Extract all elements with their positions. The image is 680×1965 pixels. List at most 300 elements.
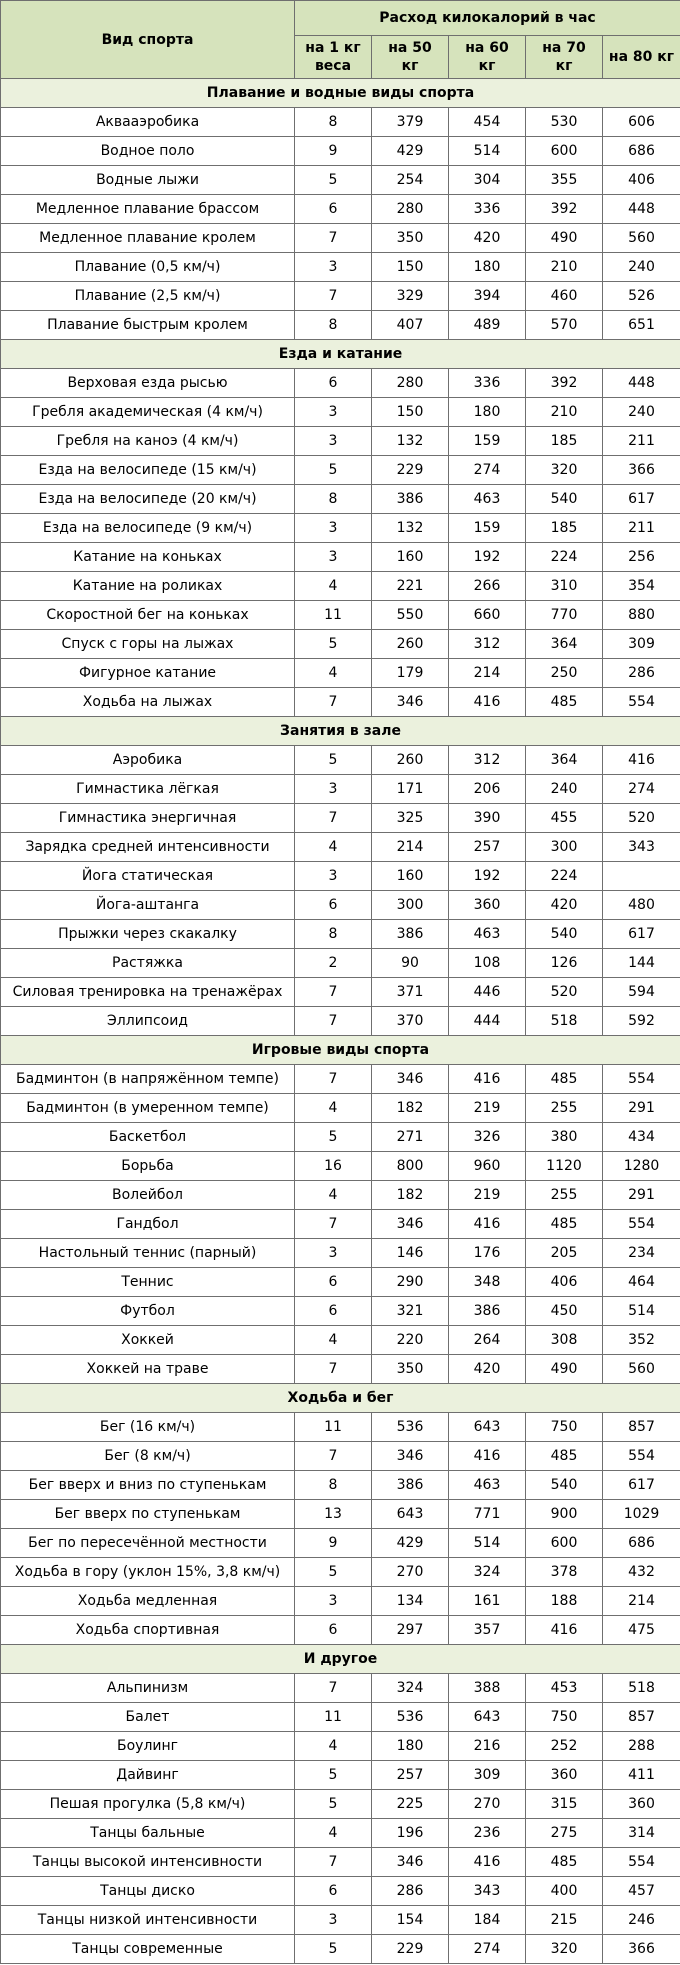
kcal-cell: 346 <box>372 1442 449 1471</box>
table-row <box>1 282 680 311</box>
header-col-70kg: на 70 кг <box>526 36 603 79</box>
kcal-cell: 463 <box>449 485 526 514</box>
table-row <box>1 369 680 398</box>
kcal-cell: 686 <box>603 137 680 166</box>
kcal-cell: 184 <box>449 1906 526 1935</box>
kcal-cell: 160 <box>372 543 449 572</box>
kcal-cell: 225 <box>372 1790 449 1819</box>
kcal-cell: 429 <box>372 1529 449 1558</box>
sport-name-cell: Бег вверх по ступенькам <box>1 1500 295 1529</box>
sport-name-cell: Пешая прогулка (5,8 км/ч) <box>1 1790 295 1819</box>
kcal-cell: 229 <box>372 456 449 485</box>
section-header <box>1 79 680 108</box>
table-header <box>1 1 680 79</box>
table-row <box>1 514 680 543</box>
kcal-cell: 350 <box>372 224 449 253</box>
kcal-cell: 444 <box>449 1007 526 1036</box>
kcal-cell: 394 <box>449 282 526 311</box>
kcal-cell: 180 <box>449 398 526 427</box>
kcal-cell: 8 <box>295 1471 372 1500</box>
kcal-cell: 411 <box>603 1761 680 1790</box>
kcal-cell: 180 <box>372 1732 449 1761</box>
kcal-cell: 7 <box>295 1210 372 1239</box>
kcal-cell: 325 <box>372 804 449 833</box>
kcal-cell: 312 <box>449 630 526 659</box>
kcal-cell: 518 <box>526 1007 603 1036</box>
sport-name-cell: Силовая тренировка на тренажёрах <box>1 978 295 1007</box>
kcal-cell: 554 <box>603 1848 680 1877</box>
kcal-cell: 304 <box>449 166 526 195</box>
kcal-cell: 234 <box>603 1239 680 1268</box>
kcal-cell: 475 <box>603 1616 680 1645</box>
kcal-cell: 7 <box>295 978 372 1007</box>
sport-name-cell: Гандбол <box>1 1210 295 1239</box>
sport-name-cell: Медленное плавание кролем <box>1 224 295 253</box>
kcal-cell: 336 <box>449 195 526 224</box>
table-row <box>1 456 680 485</box>
kcal-cell: 600 <box>526 137 603 166</box>
table-row <box>1 427 680 456</box>
kcal-cell: 514 <box>603 1297 680 1326</box>
kcal-cell: 770 <box>526 601 603 630</box>
kcal-cell: 7 <box>295 1065 372 1094</box>
sport-name-cell: Хоккей <box>1 1326 295 1355</box>
table-row <box>1 659 680 688</box>
kcal-cell: 326 <box>449 1123 526 1152</box>
kcal-cell: 360 <box>449 891 526 920</box>
kcal-cell: 215 <box>526 1906 603 1935</box>
kcal-cell: 416 <box>449 1210 526 1239</box>
kcal-cell: 4 <box>295 1326 372 1355</box>
header-col-80kg: на 80 кг <box>603 36 680 79</box>
kcal-cell: 3 <box>295 775 372 804</box>
table-row <box>1 1326 680 1355</box>
sport-name-cell: Балет <box>1 1703 295 1732</box>
kcal-cell: 7 <box>295 1355 372 1384</box>
table-row <box>1 1819 680 1848</box>
kcal-cell: 406 <box>526 1268 603 1297</box>
kcal-cell: 448 <box>603 369 680 398</box>
table-row <box>1 804 680 833</box>
table-row <box>1 137 680 166</box>
kcal-cell: 617 <box>603 485 680 514</box>
kcal-cell: 214 <box>449 659 526 688</box>
kcal-cell: 205 <box>526 1239 603 1268</box>
kcal-cell: 560 <box>603 224 680 253</box>
table-row <box>1 1558 680 1587</box>
kcal-cell: 9 <box>295 137 372 166</box>
kcal-cell: 108 <box>449 949 526 978</box>
kcal-cell: 406 <box>603 166 680 195</box>
sport-name-cell: Ходьба в гору (уклон 15%, 3,8 км/ч) <box>1 1558 295 1587</box>
kcal-cell: 416 <box>449 1065 526 1094</box>
kcal-cell: 308 <box>526 1326 603 1355</box>
kcal-cell: 220 <box>372 1326 449 1355</box>
kcal-cell: 429 <box>372 137 449 166</box>
kcal-cell: 288 <box>603 1732 680 1761</box>
table-row <box>1 1529 680 1558</box>
kcal-cell: 420 <box>449 1355 526 1384</box>
kcal-cell: 5 <box>295 1790 372 1819</box>
sport-name-cell: Бег вверх и вниз по ступенькам <box>1 1471 295 1500</box>
kcal-cell: 857 <box>603 1413 680 1442</box>
kcal-cell: 364 <box>526 630 603 659</box>
table-row <box>1 1732 680 1761</box>
section-title: И другое <box>1 1645 680 1674</box>
kcal-cell: 171 <box>372 775 449 804</box>
kcal-cell: 192 <box>449 543 526 572</box>
kcal-cell: 407 <box>372 311 449 340</box>
kcal-cell: 570 <box>526 311 603 340</box>
kcal-cell: 4 <box>295 1819 372 1848</box>
table-row <box>1 601 680 630</box>
kcal-cell: 554 <box>603 688 680 717</box>
table-row <box>1 1210 680 1239</box>
kcal-cell: 8 <box>295 108 372 137</box>
kcal-cell: 280 <box>372 369 449 398</box>
sport-name-cell: Бадминтон (в умеренном темпе) <box>1 1094 295 1123</box>
table-row <box>1 311 680 340</box>
sport-name-cell: Бег (16 км/ч) <box>1 1413 295 1442</box>
sport-name-cell: Скоростной бег на коньках <box>1 601 295 630</box>
kcal-cell: 274 <box>449 1935 526 1964</box>
section-header <box>1 1645 680 1674</box>
kcal-cell: 540 <box>526 485 603 514</box>
kcal-cell: 6 <box>295 1616 372 1645</box>
kcal-cell: 606 <box>603 108 680 137</box>
kcal-cell: 490 <box>526 224 603 253</box>
kcal-cell: 485 <box>526 1065 603 1094</box>
kcal-cell: 1029 <box>603 1500 680 1529</box>
kcal-cell: 448 <box>603 195 680 224</box>
table-row <box>1 1123 680 1152</box>
kcal-cell: 364 <box>526 746 603 775</box>
header-sport: Вид спорта <box>1 1 295 79</box>
sport-name-cell: Плавание (0,5 км/ч) <box>1 253 295 282</box>
kcal-cell: 416 <box>449 1442 526 1471</box>
kcal-cell: 297 <box>372 1616 449 1645</box>
header-col-60kg: на 60 кг <box>449 36 526 79</box>
sport-name-cell: Бег по пересечённой местности <box>1 1529 295 1558</box>
sport-name-cell: Водное поло <box>1 137 295 166</box>
table-row <box>1 688 680 717</box>
kcal-cell: 434 <box>603 1123 680 1152</box>
kcal-cell: 236 <box>449 1819 526 1848</box>
table-row <box>1 630 680 659</box>
sport-name-cell: Зарядка средней интенсивности <box>1 833 295 862</box>
kcal-cell: 7 <box>295 1848 372 1877</box>
kcal-cell: 4 <box>295 1181 372 1210</box>
kcal-cell: 176 <box>449 1239 526 1268</box>
table-row <box>1 398 680 427</box>
kcal-cell: 154 <box>372 1906 449 1935</box>
sport-name-cell: Йога статическая <box>1 862 295 891</box>
sport-name-cell: Гимнастика лёгкая <box>1 775 295 804</box>
kcal-cell: 750 <box>526 1413 603 1442</box>
kcal-cell: 514 <box>449 1529 526 1558</box>
sport-name-cell: Медленное плавание брассом <box>1 195 295 224</box>
kcal-cell: 219 <box>449 1181 526 1210</box>
sport-name-cell: Хоккей на траве <box>1 1355 295 1384</box>
kcal-cell: 182 <box>372 1094 449 1123</box>
kcal-cell: 150 <box>372 398 449 427</box>
kcal-cell: 90 <box>372 949 449 978</box>
kcal-cell: 6 <box>295 369 372 398</box>
kcal-cell: 960 <box>449 1152 526 1181</box>
kcal-cell: 771 <box>449 1500 526 1529</box>
kcal-cell: 6 <box>295 891 372 920</box>
kcal-cell: 252 <box>526 1732 603 1761</box>
kcal-cell: 134 <box>372 1587 449 1616</box>
kcal-cell: 416 <box>526 1616 603 1645</box>
kcal-cell: 192 <box>449 862 526 891</box>
table-row <box>1 1848 680 1877</box>
kcal-cell: 463 <box>449 920 526 949</box>
table-row <box>1 1355 680 1384</box>
kcal-cell: 348 <box>449 1268 526 1297</box>
kcal-cell: 390 <box>449 804 526 833</box>
sport-name-cell: Езда на велосипеде (15 км/ч) <box>1 456 295 485</box>
kcal-cell: 540 <box>526 920 603 949</box>
kcal-cell: 250 <box>526 659 603 688</box>
kcal-cell: 600 <box>526 1529 603 1558</box>
kcal-cell: 210 <box>526 398 603 427</box>
kcal-cell: 196 <box>372 1819 449 1848</box>
kcal-cell: 857 <box>603 1703 680 1732</box>
kcal-cell: 360 <box>603 1790 680 1819</box>
table-row <box>1 166 680 195</box>
sport-name-cell: Гимнастика энергичная <box>1 804 295 833</box>
kcal-cell: 371 <box>372 978 449 1007</box>
kcal-cell: 518 <box>603 1674 680 1703</box>
kcal-cell: 416 <box>449 1848 526 1877</box>
kcal-cell: 144 <box>603 949 680 978</box>
kcal-cell: 159 <box>449 427 526 456</box>
kcal-cell: 324 <box>372 1674 449 1703</box>
kcal-cell: 4 <box>295 833 372 862</box>
kcal-cell: 354 <box>603 572 680 601</box>
kcal-cell: 480 <box>603 891 680 920</box>
table-row <box>1 485 680 514</box>
kcal-cell: 660 <box>449 601 526 630</box>
kcal-cell: 314 <box>603 1819 680 1848</box>
kcal-cell: 274 <box>603 775 680 804</box>
kcal-cell: 312 <box>449 746 526 775</box>
kcal-cell: 324 <box>449 1558 526 1587</box>
section-title: Плавание и водные виды спорта <box>1 79 680 108</box>
table-row <box>1 949 680 978</box>
kcal-cell: 291 <box>603 1181 680 1210</box>
kcal-cell: 321 <box>372 1297 449 1326</box>
kcal-cell: 420 <box>449 224 526 253</box>
kcal-cell: 310 <box>526 572 603 601</box>
table-row <box>1 833 680 862</box>
table-row <box>1 543 680 572</box>
kcal-cell: 5 <box>295 1558 372 1587</box>
kcal-cell: 274 <box>449 456 526 485</box>
kcal-cell: 161 <box>449 1587 526 1616</box>
kcal-cell: 320 <box>526 456 603 485</box>
kcal-cell: 5 <box>295 1761 372 1790</box>
kcal-cell: 185 <box>526 514 603 543</box>
table-row <box>1 1268 680 1297</box>
sport-name-cell: Аквааэробика <box>1 108 295 137</box>
kcal-cell: 309 <box>449 1761 526 1790</box>
kcal-cell: 489 <box>449 311 526 340</box>
sport-name-cell: Настольный теннис (парный) <box>1 1239 295 1268</box>
sport-name-cell: Езда на велосипеде (20 км/ч) <box>1 485 295 514</box>
kcal-cell: 350 <box>372 1355 449 1384</box>
kcal-cell: 416 <box>449 688 526 717</box>
kcal-cell: 214 <box>372 833 449 862</box>
kcal-cell: 514 <box>449 137 526 166</box>
sport-name-cell: Катание на коньках <box>1 543 295 572</box>
kcal-cell: 7 <box>295 1674 372 1703</box>
kcal-cell: 357 <box>449 1616 526 1645</box>
kcal-cell: 221 <box>372 572 449 601</box>
kcal-cell: 257 <box>372 1761 449 1790</box>
kcal-cell: 260 <box>372 630 449 659</box>
kcal-cell: 255 <box>526 1181 603 1210</box>
kcal-cell: 346 <box>372 1848 449 1877</box>
kcal-cell: 300 <box>372 891 449 920</box>
kcal-cell: 257 <box>449 833 526 862</box>
kcal-cell: 3 <box>295 253 372 282</box>
kcal-cell: 5 <box>295 456 372 485</box>
sport-name-cell: Эллипсоид <box>1 1007 295 1036</box>
header-group: Расход килокалорий в час <box>295 1 680 36</box>
table-row <box>1 1877 680 1906</box>
sport-name-cell: Гребля на каноэ (4 км/ч) <box>1 427 295 456</box>
sport-name-cell: Танцы низкой интенсивности <box>1 1906 295 1935</box>
kcal-cell: 5 <box>295 1123 372 1152</box>
kcal-cell: 485 <box>526 1442 603 1471</box>
table-row <box>1 1500 680 1529</box>
kcal-cell: 132 <box>372 427 449 456</box>
kcal-cell: 206 <box>449 775 526 804</box>
kcal-cell: 457 <box>603 1877 680 1906</box>
kcal-cell: 13 <box>295 1500 372 1529</box>
table-row <box>1 108 680 137</box>
kcal-cell: 3 <box>295 427 372 456</box>
kcal-cell: 366 <box>603 456 680 485</box>
kcal-cell: 11 <box>295 1413 372 1442</box>
header-col-1kg: на 1 кг веса <box>295 36 372 79</box>
table-row <box>1 1239 680 1268</box>
sport-name-cell: Растяжка <box>1 949 295 978</box>
kcal-cell: 146 <box>372 1239 449 1268</box>
kcal-cell: 4 <box>295 572 372 601</box>
kcal-cell: 5 <box>295 746 372 775</box>
kcal-cell: 3 <box>295 1587 372 1616</box>
section-title: Ходьба и бег <box>1 1384 680 1413</box>
kcal-cell: 159 <box>449 514 526 543</box>
kcal-cell: 185 <box>526 427 603 456</box>
section-header <box>1 340 680 369</box>
kcal-cell: 3 <box>295 862 372 891</box>
kcal-cell: 3 <box>295 1906 372 1935</box>
kcal-cell: 9 <box>295 1529 372 1558</box>
table-row <box>1 1703 680 1732</box>
kcal-cell: 536 <box>372 1703 449 1732</box>
table-row <box>1 1587 680 1616</box>
kcal-cell: 520 <box>603 804 680 833</box>
kcal-cell: 6 <box>295 1877 372 1906</box>
table-row <box>1 1674 680 1703</box>
kcal-cell: 336 <box>449 369 526 398</box>
table-row <box>1 195 680 224</box>
table-row <box>1 1906 680 1935</box>
kcal-cell: 463 <box>449 1471 526 1500</box>
kcal-cell: 6 <box>295 195 372 224</box>
kcal-cell: 686 <box>603 1529 680 1558</box>
kcal-cell: 366 <box>603 1935 680 1964</box>
kcal-cell: 360 <box>526 1761 603 1790</box>
kcal-cell: 256 <box>603 543 680 572</box>
kcal-cell: 126 <box>526 949 603 978</box>
sport-name-cell: Ходьба на лыжах <box>1 688 295 717</box>
kcal-cell: 286 <box>603 659 680 688</box>
section-title: Занятия в зале <box>1 717 680 746</box>
kcal-cell: 160 <box>372 862 449 891</box>
sport-name-cell: Танцы бальные <box>1 1819 295 1848</box>
kcal-cell: 346 <box>372 1210 449 1239</box>
table-row <box>1 572 680 601</box>
sport-name-cell: Танцы диско <box>1 1877 295 1906</box>
sport-name-cell: Теннис <box>1 1268 295 1297</box>
kcal-cell: 455 <box>526 804 603 833</box>
sport-name-cell: Прыжки через скакалку <box>1 920 295 949</box>
kcal-cell: 240 <box>603 253 680 282</box>
sport-name-cell: Фигурное катание <box>1 659 295 688</box>
table-row <box>1 1152 680 1181</box>
header-col-50kg: на 50 кг <box>372 36 449 79</box>
kcal-cell: 7 <box>295 1007 372 1036</box>
kcal-cell: 380 <box>526 1123 603 1152</box>
kcal-cell: 224 <box>526 862 603 891</box>
sport-name-cell: Боулинг <box>1 1732 295 1761</box>
kcal-cell: 750 <box>526 1703 603 1732</box>
sport-name-cell: Водные лыжи <box>1 166 295 195</box>
kcal-cell: 6 <box>295 1297 372 1326</box>
table-row <box>1 1935 680 1964</box>
kcal-cell: 386 <box>372 1471 449 1500</box>
sport-name-cell: Танцы современные <box>1 1935 295 1964</box>
sport-name-cell: Катание на роликах <box>1 572 295 601</box>
sport-name-cell: Ходьба медленная <box>1 1587 295 1616</box>
kcal-cell: 530 <box>526 108 603 137</box>
kcal-cell: 386 <box>372 920 449 949</box>
kcal-cell <box>603 862 680 891</box>
sport-name-cell: Бадминтон (в напряжённом темпе) <box>1 1065 295 1094</box>
kcal-cell: 320 <box>526 1935 603 1964</box>
kcal-cell: 560 <box>603 1355 680 1384</box>
table-row <box>1 775 680 804</box>
kcal-cell: 643 <box>449 1413 526 1442</box>
kcal-cell: 343 <box>603 833 680 862</box>
kcal-cell: 346 <box>372 1065 449 1094</box>
kcal-cell: 291 <box>603 1094 680 1123</box>
kcal-cell: 485 <box>526 1848 603 1877</box>
kcal-cell: 240 <box>526 775 603 804</box>
kcal-cell: 416 <box>603 746 680 775</box>
kcal-cell: 150 <box>372 253 449 282</box>
kcal-cell: 388 <box>449 1674 526 1703</box>
kcal-cell: 7 <box>295 282 372 311</box>
kcal-cell: 554 <box>603 1442 680 1471</box>
table-row <box>1 224 680 253</box>
sport-name-cell: Волейбол <box>1 1181 295 1210</box>
